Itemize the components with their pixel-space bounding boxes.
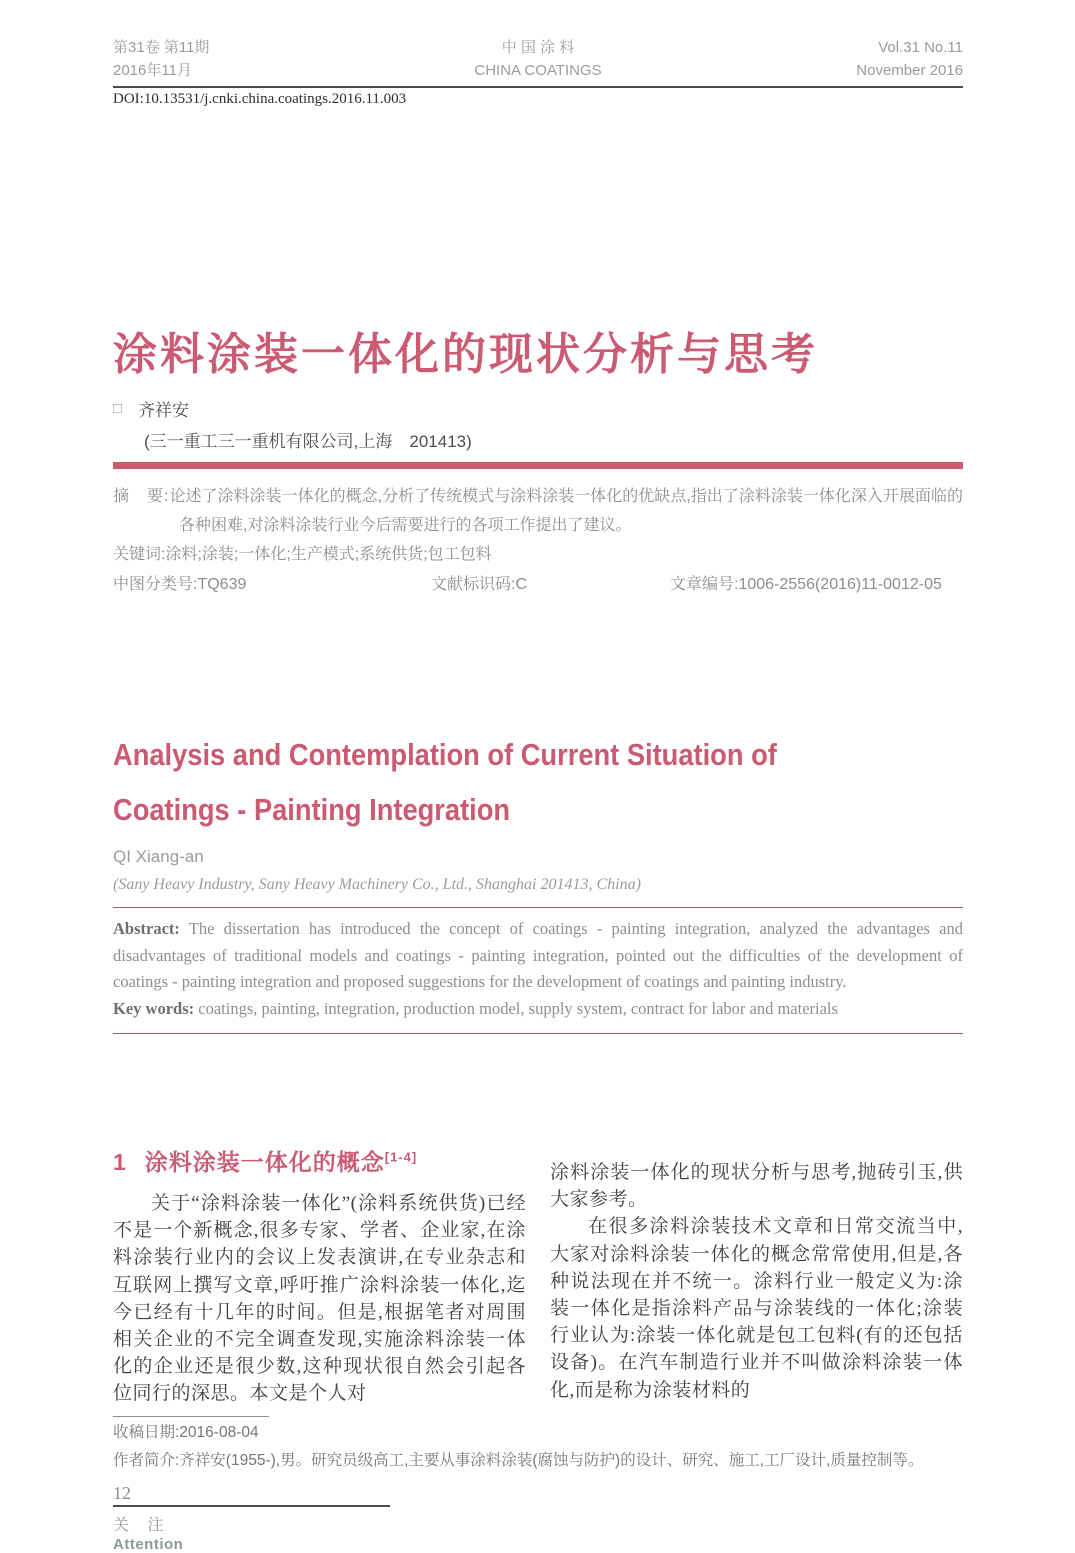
date-cn: 2016年11月: [113, 62, 192, 79]
volume-issue-cn: 第31卷 第11期: [113, 39, 210, 56]
abstract-cn: [113, 482, 963, 540]
page-footer-divider: [113, 1505, 390, 1507]
document-code: 文献标识码:C: [431, 576, 528, 593]
journal-header-right: [697, 36, 963, 82]
author-marker-square: □: [113, 400, 123, 417]
section-1-reference: [1-4]: [384, 1149, 418, 1165]
paragraph-right-2: 在很多涂料涂装技术文章和日常交流当中,大家对涂料涂装一体化的概念常常使用,但是,各种说法现在并不统一。涂料行业一般定义为:涂装一体化是指涂料产品与涂装线的一体化;涂装行业认为:涂装一体化就是包工包料(有的还包括设备)。在汽车制造行业并不叫做涂料涂装一体化,而是称为涂装材料的: [550, 1216, 963, 1401]
keywords-cn-label: 关键词:: [113, 546, 166, 563]
header-divider: [113, 86, 963, 88]
article-title-cn: 涂料涂装一体化的现状分析与思考: [113, 330, 818, 379]
author-row: [113, 396, 963, 421]
author-name-cn: 齐祥安: [138, 401, 190, 420]
abstract-en-text: The dissertation has introduced the concept of coatings - painting integration, analyzed the advantages and disadvantages of traditional models and coatings - painting integration, pointed out the difficulties of the development of coatings - painting integration and proposed suggestions for the development of coatings and painting industry.: [113, 919, 963, 991]
section-1-title: 涂料涂装一体化的概念: [144, 1149, 385, 1175]
article-title-en-line2: Coatings - Painting Integration: [113, 792, 511, 827]
body-column-left: [113, 1144, 526, 1408]
column-label-en: Attention: [113, 1535, 184, 1553]
article-title-en-line1: Analysis and Contemplation of Current Situation of: [113, 737, 777, 772]
accent-bar: [113, 462, 963, 469]
author-name-en: QI Xiang-an: [113, 847, 204, 866]
author-bio: 作者简介:齐祥安(1955-),男。研究员级高工,主要从事涂料涂装(腐蚀与防护)的设计、研究、施工,工厂设计,质量控制等。: [113, 1451, 924, 1469]
column-label-cn: 关 注: [113, 1516, 171, 1534]
abstract-en-block: [113, 907, 963, 1034]
doi: DOI:10.13531/j.cnki.china.coatings.2016.11.003: [113, 91, 407, 107]
journal-name-en: CHINA COATINGS: [474, 62, 602, 79]
abstract-en: [113, 916, 963, 996]
journal-header-center: [379, 36, 698, 82]
page-number: 12: [113, 1482, 131, 1503]
affiliation-en: (Sany Heavy Industry, Sany Heavy Machinery Co., Ltd., Shanghai 201413, China): [113, 876, 641, 893]
paragraph-left-1: 关于“涂料涂装一体化”(涂料系统供货)已经不是一个新概念,很多专家、学者、企业家,在涂料涂装行业内的会议上发表演讲,在专业杂志和互联网上撰写文章,呼吁推广涂料涂装一体化,迄今已经有十几年的时间。但是,根据笔者对周围相关企业的不完全调查发现,实施涂料涂装一体化的企业还是很少数,这种现状很自然会引起各位同行的深思。本文是个人对: [113, 1193, 526, 1405]
keywords-en-label: Key words:: [113, 998, 195, 1018]
journal-name-cn: 中 国 涂 料: [501, 39, 575, 56]
abstract-cn-text: 论述了涂料涂装一体化的概念,分析了传统模式与涂料涂装一体化的优缺点,指出了涂料涂装一体化深入开展面临的各种困难,对涂料涂装行业今后需要进行的各项工作提出了建议。: [169, 488, 963, 534]
journal-header: [113, 0, 963, 82]
paragraph-right-1: 涂料涂装一体化的现状分析与思考,抛砖引玉,供大家参考。: [550, 1162, 963, 1211]
received-date: 收稿日期:2016-08-04: [113, 1423, 259, 1441]
meta-cn-block: [113, 482, 963, 599]
keywords-en-text: coatings, painting, integration, production model, supply system, contract for labor and materials: [194, 998, 838, 1018]
footnote-block: [113, 1416, 963, 1473]
classification-row: [113, 570, 963, 599]
footnote-divider: [113, 1416, 269, 1417]
article-id: 文章编号:1006-2556(2016)11-0012-05: [670, 576, 942, 593]
journal-header-left: [113, 36, 379, 82]
volume-issue-en: Vol.31 No.11: [878, 39, 963, 56]
section-1-heading: [113, 1144, 526, 1177]
page-footer: [113, 1483, 963, 1553]
keywords-en: [113, 996, 963, 1023]
page: [113, 0, 963, 1553]
keywords-cn: [113, 540, 963, 569]
date-en: November 2016: [856, 62, 963, 79]
abstract-cn-label: 摘 要:: [113, 488, 170, 505]
keywords-cn-text: 涂料;涂装;一体化;生产模式;系统供货;包工包料: [165, 546, 492, 563]
section-1-number: 1: [113, 1149, 127, 1175]
affiliation-cn: (三一重工三一重机有限公司,上海 201413): [144, 432, 472, 451]
body-column-right: [550, 1144, 963, 1408]
article-title-en: [113, 727, 963, 837]
abstract-en-label: Abstract:: [113, 919, 180, 938]
clc-number: 中图分类号:TQ639: [113, 576, 247, 593]
article-body: [113, 1144, 963, 1408]
